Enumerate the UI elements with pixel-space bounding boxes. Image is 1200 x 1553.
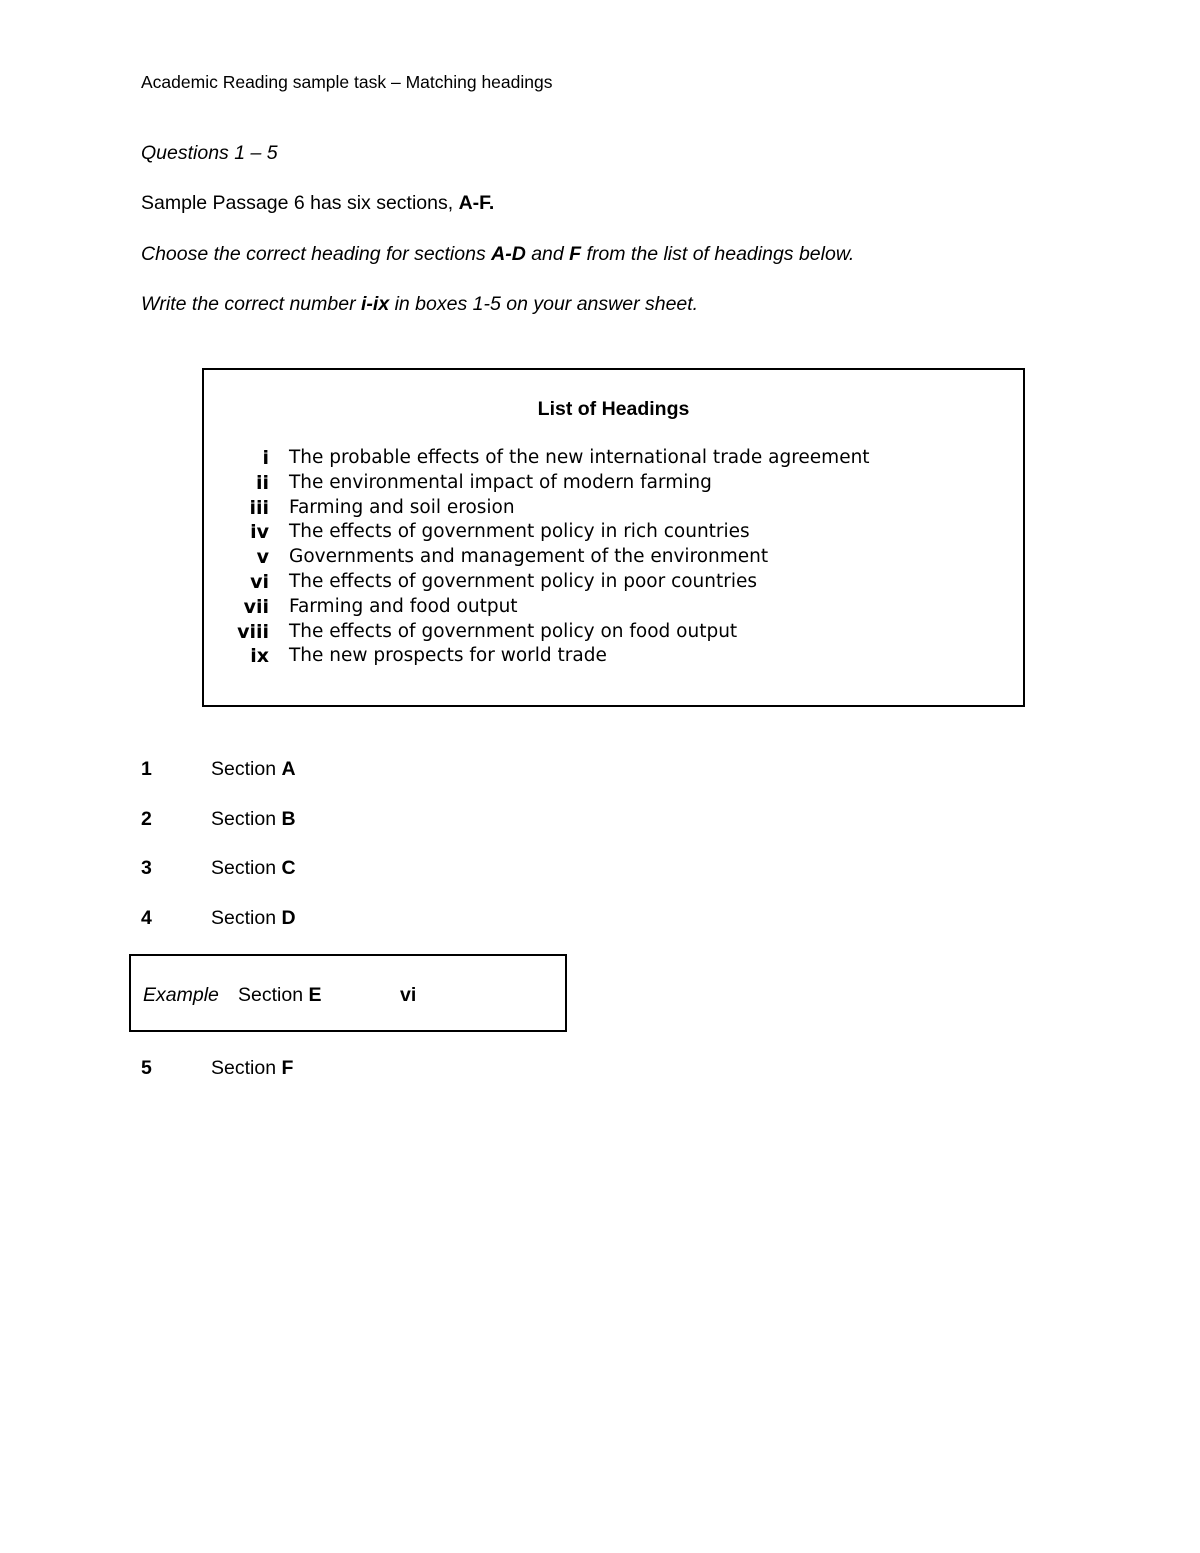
heading-text: The new prospects for world trade bbox=[289, 645, 607, 667]
question-row bbox=[141, 1057, 293, 1080]
heading-numeral: iii bbox=[249, 496, 269, 519]
passage-instruction bbox=[141, 192, 494, 215]
question-section-label: Section bbox=[211, 907, 282, 929]
heading-item bbox=[204, 644, 870, 669]
heading-text: Farming and food output bbox=[289, 595, 518, 617]
example-label: Example bbox=[143, 984, 219, 1006]
heading-item bbox=[204, 545, 870, 570]
choose-sections: A-D bbox=[491, 243, 526, 265]
question-row bbox=[141, 758, 296, 781]
headings-title: List of Headings bbox=[537, 398, 690, 420]
heading-item bbox=[204, 570, 870, 595]
heading-text: The effects of government policy in rich countries bbox=[289, 521, 750, 543]
choose-last-section: F bbox=[569, 243, 582, 265]
page-header: Academic Reading sample task – Matching headings bbox=[141, 72, 553, 92]
question-number: 5 bbox=[141, 1057, 152, 1079]
heading-numeral: ii bbox=[255, 471, 269, 494]
choose-text-2: and bbox=[525, 243, 570, 265]
question-row bbox=[141, 907, 296, 930]
question-section-label: Section bbox=[211, 1057, 282, 1079]
question-section-letter: D bbox=[281, 907, 296, 929]
passage-text: Sample Passage 6 has six sections, bbox=[141, 192, 459, 214]
question-row bbox=[141, 857, 296, 880]
write-instruction bbox=[141, 293, 698, 316]
heading-numeral: ix bbox=[250, 645, 269, 668]
heading-numeral: vii bbox=[243, 595, 269, 618]
heading-item bbox=[204, 471, 870, 496]
example-answer: vi bbox=[400, 984, 417, 1006]
question-row bbox=[141, 808, 296, 831]
write-numeral-range: i-ix bbox=[360, 293, 390, 315]
example-section bbox=[238, 984, 321, 1007]
heading-item bbox=[204, 595, 870, 620]
heading-text: The effects of government policy in poor countries bbox=[289, 570, 758, 592]
question-section-label: Section bbox=[211, 857, 282, 879]
heading-text: The probable effects of the new international trade agreement bbox=[289, 447, 870, 468]
question-section-letter: C bbox=[281, 857, 296, 879]
heading-item bbox=[204, 446, 870, 471]
heading-item bbox=[204, 496, 870, 521]
headings-list bbox=[204, 446, 870, 669]
write-text-1: Write the correct number bbox=[141, 293, 361, 315]
heading-text: The effects of government policy on food output bbox=[289, 620, 738, 642]
heading-item bbox=[204, 520, 870, 545]
write-text-2: in boxes 1-5 on your answer sheet. bbox=[389, 293, 699, 315]
example-section-letter: E bbox=[308, 984, 322, 1006]
example-section-label: Section bbox=[238, 984, 309, 1006]
choose-text-1: Choose the correct heading for sections bbox=[141, 243, 492, 265]
heading-numeral: viii bbox=[237, 620, 269, 643]
heading-text: The environmental impact of modern farming bbox=[289, 471, 712, 493]
passage-section-range: A-F. bbox=[458, 192, 495, 214]
heading-text: Governments and management of the environment bbox=[289, 546, 769, 568]
choose-text-3: from the list of headings below. bbox=[581, 243, 855, 265]
heading-numeral: vi bbox=[250, 570, 269, 593]
question-section-label: Section bbox=[211, 758, 282, 780]
example-box bbox=[129, 954, 567, 1032]
question-section-letter: B bbox=[281, 808, 296, 830]
question-number: 4 bbox=[141, 907, 152, 929]
question-section-letter: F bbox=[281, 1057, 294, 1079]
question-number: 3 bbox=[141, 857, 152, 879]
heading-numeral: iv bbox=[250, 521, 269, 544]
questions-title: Questions 1 – 5 bbox=[141, 142, 278, 164]
heading-item bbox=[204, 620, 870, 645]
heading-numeral: i bbox=[262, 447, 269, 469]
question-number: 1 bbox=[141, 758, 152, 780]
question-number: 2 bbox=[141, 808, 152, 830]
heading-text: Farming and soil erosion bbox=[289, 496, 515, 518]
question-section-label: Section bbox=[211, 808, 282, 830]
question-section-letter: A bbox=[281, 758, 296, 780]
headings-box bbox=[202, 368, 1025, 707]
heading-numeral: v bbox=[256, 546, 269, 569]
choose-instruction bbox=[141, 243, 854, 266]
